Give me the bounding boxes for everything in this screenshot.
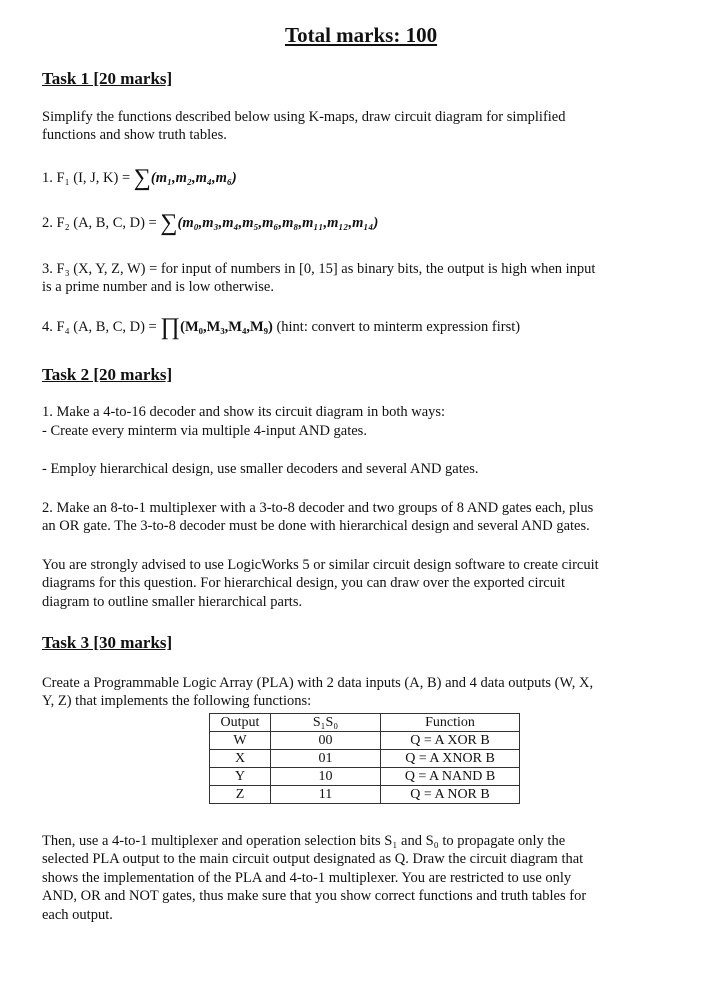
task3-outro-line4: AND, OR and NOT gates, thus make sure that you show correct functions and truth tables for <box>42 888 587 904</box>
f4-expression <box>42 315 520 339</box>
f4-hint: (hint: convert to minterm expression first) <box>276 319 521 335</box>
f3-line1: 3. F₃ (X, Y, Z, W) = for input of numbers in [0, 15] as binary bits, the output is high when input <box>42 261 596 277</box>
table-cell: Q = A XNOR B <box>381 750 520 768</box>
task3-heading: Task 3 [30 marks] <box>42 633 173 652</box>
f1-terms: (m₁,m₂,m₄,m₆) <box>150 170 237 186</box>
table-cell: X <box>210 750 271 768</box>
task3-outro-line1: Then, use a 4-to-1 multiplexer and operation selection bits S₁ and S₀ to propagate only the <box>42 833 566 849</box>
table-row <box>210 732 520 750</box>
table-header-row <box>210 714 520 732</box>
table-row <box>210 786 520 804</box>
task2-q1-line3: - Employ hierarchical design, use smaller decoders and several AND gates. <box>42 461 479 477</box>
table-header-cell: S₁S₀ <box>271 714 381 732</box>
task2-q1-line1: 1. Make a 4-to-16 decoder and show its circuit diagram in both ways: <box>42 404 446 420</box>
table-row <box>210 768 520 786</box>
table-cell: 01 <box>271 750 381 768</box>
task1-intro-line2: functions and show truth tables. <box>42 127 227 143</box>
task2-heading: Task 2 [20 marks] <box>42 365 173 384</box>
table-row <box>210 750 520 768</box>
table-cell: Z <box>210 786 271 804</box>
task2-advice-line3: diagram to outline smaller hierarchical parts. <box>42 594 303 610</box>
task2-q2-line1: 2. Make an 8-to-1 multiplexer with a 3-to-8 decoder and two groups of 8 AND gates each, plus <box>42 500 594 516</box>
table-header-cell: Output <box>210 714 271 732</box>
task2-q2-line2: an OR gate. The 3-to-8 decoder must be done with hierarchical design and several AND gates. <box>42 518 590 534</box>
table-cell: Q = A XOR B <box>381 732 520 750</box>
summation-symbol: ∑ <box>160 210 178 236</box>
f4-lhs: 4. F₄ (A, B, C, D) = <box>42 319 161 335</box>
task2-advice-line2: diagrams for this question. For hierarchical design, you can draw over the exported circuit <box>42 575 566 591</box>
table-cell: W <box>210 732 271 750</box>
table-cell: 11 <box>271 786 381 804</box>
table-cell: Q = A NOR B <box>381 786 520 804</box>
task3-intro-line1: Create a Programmable Logic Array (PLA) with 2 data inputs (A, B) and 4 data outputs (W, X, <box>42 675 594 691</box>
f4-terms: (M₀,M₃,M₄,M₉) <box>180 319 273 335</box>
f3-line2: is a prime number and is low otherwise. <box>42 279 274 295</box>
task3-outro-line2: selected PLA output to the main circuit output designated as Q. Draw the circuit diagram that <box>42 851 584 867</box>
task2-advice-line1: You are strongly advised to use LogicWorks 5 or similar circuit design software to create circuit <box>42 557 599 573</box>
table-header-cell: Function <box>381 714 520 732</box>
f2-lhs: 2. F₂ (A, B, C, D) = <box>42 215 161 231</box>
task3-intro-line2: Y, Z) that implements the following functions: <box>42 693 312 709</box>
page-title: Total marks: 100 <box>285 23 438 47</box>
f2-terms: (m₀,m₃,m₄,m₅,m₆,m₈,m₁₁,m₁₂,m₁₄) <box>177 215 379 231</box>
table-cell: Q = A NAND B <box>381 768 520 786</box>
table-cell: Y <box>210 768 271 786</box>
f1-expression <box>42 166 237 190</box>
f2-expression <box>42 211 378 235</box>
task3-outro-line5: each output. <box>42 907 113 923</box>
summation-symbol: ∑ <box>133 165 151 191</box>
product-symbol: ∏ <box>160 314 181 340</box>
task1-heading: Task 1 [20 marks] <box>42 69 173 88</box>
table-cell: 10 <box>271 768 381 786</box>
table-cell: 00 <box>271 732 381 750</box>
task2-q1-line2: - Create every minterm via multiple 4-input AND gates. <box>42 423 367 439</box>
task3-outro-line3: shows the implementation of the PLA and 4-to-1 multiplexer. You are restricted to use only <box>42 870 572 886</box>
task1-intro-line1: Simplify the functions described below using K-maps, draw circuit diagram for simplified <box>42 109 566 125</box>
pla-function-table <box>209 713 520 804</box>
f1-lhs: 1. F₁ (I, J, K) = <box>42 170 134 186</box>
